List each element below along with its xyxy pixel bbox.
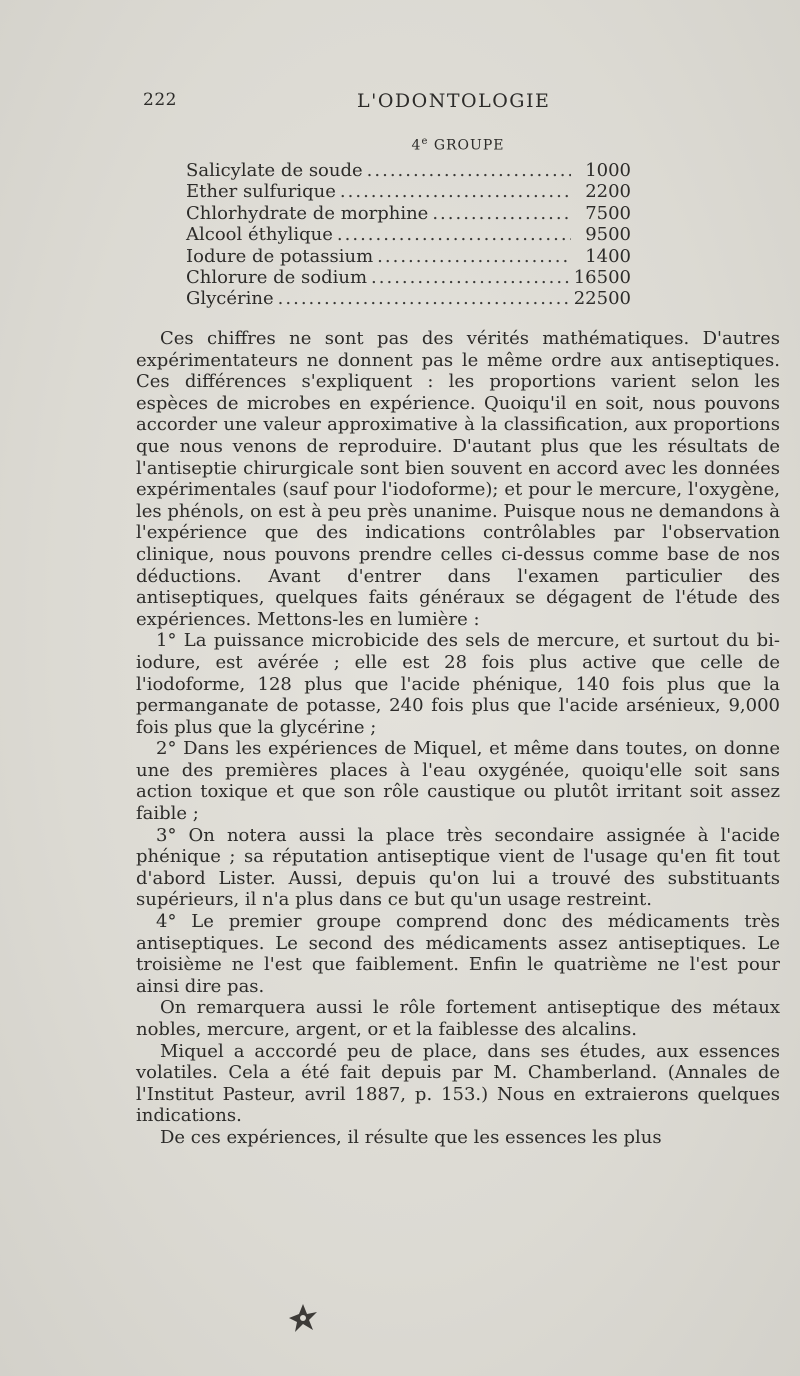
- substance-value: 16500: [573, 266, 631, 288]
- table-row: [186, 181, 631, 202]
- substance-name: Salicylate de soude: [186, 160, 363, 181]
- substance-name: Glycérine: [186, 288, 274, 310]
- group-label: GROUPE: [433, 137, 505, 154]
- table-row: [186, 224, 631, 245]
- paragraph-miquel: Miquel a acccordé peu de place, dans ses études, aux essences volatiles. Cela a été fait depuis par M. Chamberland. (Annales de l'Institut Pasteur, avril 1887, p. 153.) Nous en extraierons quelques indications.: [136, 1040, 780, 1127]
- journal-title: L'ODONTOLOGIE: [357, 90, 551, 112]
- body-text: [136, 328, 780, 1149]
- table-row: [186, 203, 631, 224]
- antiseptic-results-table: [186, 160, 631, 310]
- substance-value: 1400: [585, 245, 631, 267]
- substance-value: 7500: [585, 202, 631, 224]
- paragraph-noble-metals: On remarquera aussi le rôle fortement antiseptique des métaux nobles, mercure, argent, or et la faiblesse des alcalins.: [136, 997, 780, 1040]
- substance-name: Chlorure de sodium: [186, 266, 368, 288]
- table-row: [186, 267, 631, 288]
- page-number: 222: [143, 90, 177, 110]
- group-ordinal-suffix: e: [421, 136, 429, 147]
- printer-ornament-icon: [283, 1298, 323, 1338]
- substance-value: 2200: [585, 181, 631, 203]
- paragraph-point-4: 4° Le premier groupe comprend donc des médicaments très antiseptiques. Le second des médicaments assez antiseptiques. Le troisième ne l'est que faiblement. Enfin le quatrième ne l'est pour ainsi dire pas.: [136, 911, 780, 997]
- group-heading: [143, 136, 773, 154]
- dot-leader: [371, 267, 570, 288]
- substance-name: Iodure de potassium: [186, 245, 374, 267]
- dot-leader: [432, 203, 571, 224]
- substance-name: Ether sulfurique: [186, 181, 336, 203]
- dot-leader: [367, 160, 571, 181]
- dot-leader: [278, 288, 570, 309]
- running-head: [143, 90, 773, 120]
- substance-name: Chlorhydrate de morphine: [186, 202, 429, 224]
- substance-value: 9500: [585, 224, 631, 246]
- dot-leader: [377, 246, 571, 267]
- substance-name: Alcool éthylique: [186, 224, 333, 246]
- paragraph-essences: De ces expériences, il résulte que les essences les plus: [160, 1126, 662, 1148]
- dot-leader: [340, 181, 571, 202]
- table-row: [186, 160, 631, 181]
- group-number: 4: [411, 137, 422, 154]
- paragraph-intro: Ces chiffres ne sont pas des vérités mathématiques. D'autres expérimentateurs ne donnent pas le même ordre aux antiseptiques. Ces différences s'expliquent : les proportions varient selon les espèces de microbes en expérience. Quoiqu'il en soit, nous pouvons accorder une valeur approximative à la classification, aux proportions que nous venons de reproduire. D'autant plus que les résultats de l'antiseptie chirurgicale sont bien souvent en accord avec les données expérimentales (sauf pour l'iodoforme); et pour le mercure, l'oxygène, les phénols, on est à peu près unanime. Puisque nous ne demandons à l'expérience que des indications contrôlables par l'observation clinique, nous pouvons prendre celles ci-dessus comme base de nos déductions. Avant d'entrer dans l'examen particulier des antiseptiques, quelques faits généraux se dégagent de l'étude des expériences. Mettons-les en lumière :: [136, 328, 780, 630]
- substance-value: 1000: [585, 160, 631, 181]
- paragraph-point-2: 2° Dans les expériences de Miquel, et même dans toutes, on donne une des premières places à l'eau oxygénée, quoiqu'elle soit sans action toxique et que son rôle caustique ou plutôt irritant soit assez faible ;: [136, 738, 780, 825]
- substance-value: 22500: [573, 288, 631, 310]
- table-row: [186, 246, 631, 267]
- paragraph-point-1: 1° La puissance microbicide des sels de mercure, et surtout du bi-iodure, est avérée ; elle est 28 fois plus active que celle de l'iodoforme, 128 plus que l'acide phénique, 140 fois plus que la permanganate de potasse, 240 fois plus que l'acide arsénieux, 9,000 fois plus que la glycérine ;: [136, 630, 780, 738]
- paragraph-point-3: 3° On notera aussi la place très secondaire assignée à l'acide phénique ; sa réputation antiseptique vient de l'usage qu'en fit tout d'abord Lister. Aussi, depuis qu'on lui a trouvé des substituants supérieurs, il n'a plus dans ce but qu'un usage restreint.: [136, 824, 780, 911]
- table-row: [186, 288, 631, 309]
- dot-leader: [337, 224, 571, 245]
